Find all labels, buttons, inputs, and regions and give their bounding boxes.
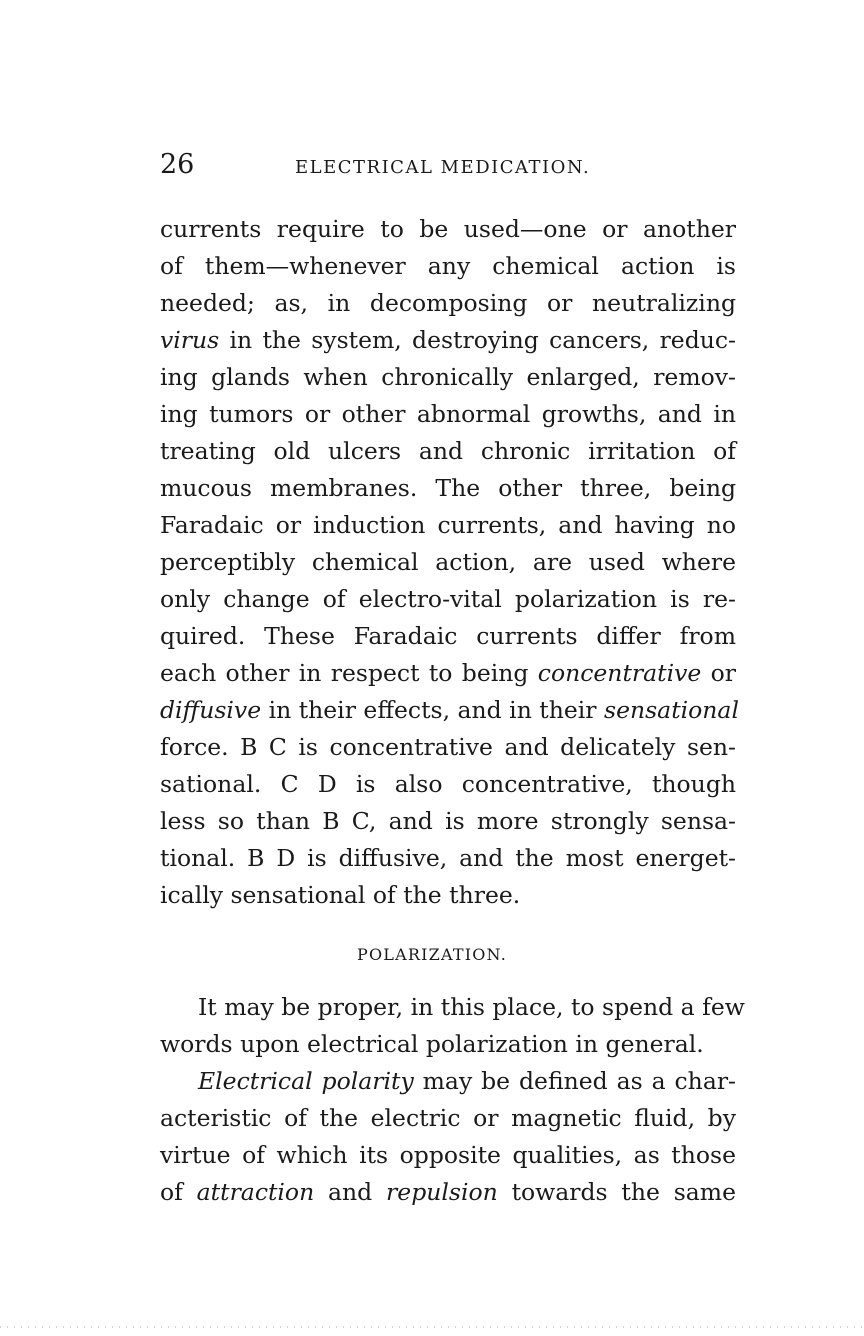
text-line-last: words upon electrical polarization in general. <box>160 1030 704 1058</box>
paragraph-1 <box>160 211 739 914</box>
text-line: It may be proper, in this place, to spend a few <box>198 993 745 1021</box>
text-line: acteristic of the electric or magnetic fluid, by <box>160 1104 736 1132</box>
text-line: diffusive in their effects, and in their sensational <box>160 696 739 724</box>
italic-term: attraction <box>196 1178 315 1206</box>
text-line: less so than B C, and is more strongly sensa- <box>160 807 736 835</box>
text-line: only change of electro-vital polarization is re- <box>160 585 736 613</box>
paragraph-2-and-3 <box>160 989 745 1211</box>
italic-term: Electrical polarity <box>198 1067 414 1095</box>
italic-term: diffusive <box>160 696 262 724</box>
italic-term: virus <box>160 326 220 354</box>
text-line: virus in the system, destroying cancers, reduc- <box>160 326 736 354</box>
text-line: ing tumors or other abnormal growths, and in <box>160 400 736 428</box>
text-line: Faradaic or induction currents, and having no <box>160 511 736 539</box>
text-line: tional. B D is diffusive, and the most energet- <box>160 844 736 872</box>
text-line: sational. C D is also concentrative, though <box>160 770 736 798</box>
section-heading: POLARIZATION. <box>357 945 507 964</box>
text-line: quired. These Faradaic currents differ from <box>160 622 736 650</box>
text-line: currents require to be used—one or another <box>160 215 736 243</box>
text-line: perceptibly chemical action, are used where <box>160 548 736 576</box>
page-number: 26 <box>160 149 195 180</box>
italic-term: repulsion <box>386 1178 498 1206</box>
text-line: each other in respect to being concentrative or <box>160 659 737 687</box>
text-line: Electrical polarity may be defined as a char- <box>198 1067 736 1095</box>
text-line: virtue of which its opposite qualities, as those <box>160 1141 736 1169</box>
text-line: of attraction and repulsion towards the same <box>160 1178 736 1206</box>
italic-term: sensational <box>604 696 739 724</box>
text-line: force. B C is concentrative and delicately sen- <box>160 733 736 761</box>
italic-term: concentrative <box>537 659 702 687</box>
scan-edge-artifact <box>0 1326 864 1328</box>
text-line-last: ically sensational of the three. <box>160 881 521 909</box>
text-line: mucous membranes. The other three, being <box>160 474 736 502</box>
text-line: of them—whenever any chemical action is <box>160 252 736 280</box>
text-line: needed; as, in decomposing or neutralizing <box>160 289 736 317</box>
text-line: treating old ulcers and chronic irritation of <box>160 437 736 465</box>
text-line: ing glands when chronically enlarged, remov- <box>160 363 736 391</box>
running-head: ELECTRICAL MEDICATION. <box>295 157 591 178</box>
